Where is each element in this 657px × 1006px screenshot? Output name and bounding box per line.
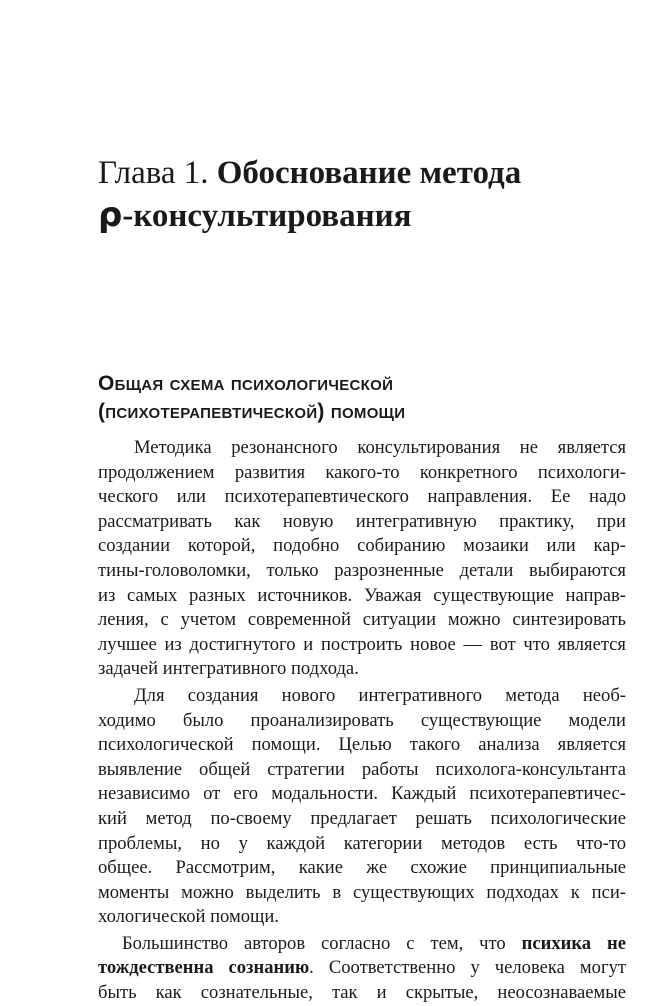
- paragraph-1-line: продолжением развития какого-то конкретного психологи-: [98, 461, 626, 483]
- section-title-line2: (психотерапевтической) помощи: [98, 400, 406, 423]
- paragraph-2-line: кий метод по-своему предлагает решать психологические: [98, 807, 626, 829]
- paragraph-3-line: [98, 956, 626, 981]
- paragraph-2-line: Для создания нового интегративного метода необ-: [134, 684, 626, 706]
- paragraph-1-line: тины-головоломки, только разрозненные детали выбираются: [98, 559, 626, 581]
- paragraph-2-line: общее. Рассмотрим, какие же схожие принципиальные: [98, 857, 626, 879]
- paragraph-3-text: . Соответственно у человека могут: [309, 957, 626, 979]
- paragraph-2-line: независимо от его модальности. Каждый психотерапевтичес-: [98, 783, 626, 805]
- paragraph-2-line: хологической помощи.: [98, 906, 279, 928]
- paragraph-2-line: ходимо было проанализировать существующие модели: [98, 709, 626, 731]
- paragraph-1-line: рассматривать как новую интегративную практику, при: [98, 510, 626, 532]
- section-title-line1: Общая схема психологической: [98, 372, 394, 395]
- rho-symbol: ρ: [98, 195, 123, 235]
- body-text: [98, 436, 626, 1006]
- paragraph-2-line: выявление общей стратегии работы психолога-консультанта: [98, 758, 626, 780]
- chapter-title: [98, 152, 598, 237]
- paragraph-1-line: лучшее из достигнутого и построить новое — вот что является: [98, 633, 626, 655]
- paragraph-3-line: [98, 932, 626, 957]
- paragraph-3-text: Большинство авторов согласно с тем, что: [122, 932, 522, 954]
- chapter-number: Глава 1.: [98, 155, 209, 191]
- paragraph-3-emphasis: психика не: [521, 932, 626, 954]
- paragraph-1-line: Методика резонансного консультирования не является: [134, 437, 626, 458]
- paragraph-2-line: психологической помощи. Целью такого анализа является: [98, 734, 626, 756]
- paragraph-3-emphasis: тождественна сознанию: [98, 957, 310, 979]
- paragraph-1-line: создании которой, подобно собиранию мозаики или кар-: [98, 535, 626, 557]
- section-title: [98, 370, 618, 426]
- paragraph-3-line: быть как сознательные, так и скрытые, неосознаваемые: [98, 982, 626, 1004]
- paragraph-2-line: моменты можно выделить в существующих подходах к пси-: [98, 881, 626, 903]
- paragraph-1-line: ления, с учетом современной ситуации можно синтезировать: [98, 609, 626, 631]
- paragraph-2-line: проблемы, но у каждой категории методов есть что-то: [98, 832, 626, 854]
- paragraph-1-line: задачей интегративного подхода.: [98, 658, 359, 680]
- chapter-title-line2: -консультирования: [122, 198, 412, 234]
- chapter-title-line1: Обоснование метода: [216, 155, 522, 191]
- paragraph-1-line: ческого или психотерапевтического направления. Ее надо: [98, 486, 626, 508]
- paragraph-1-line: из самых разных источников. Уважая существующие направ-: [98, 584, 626, 606]
